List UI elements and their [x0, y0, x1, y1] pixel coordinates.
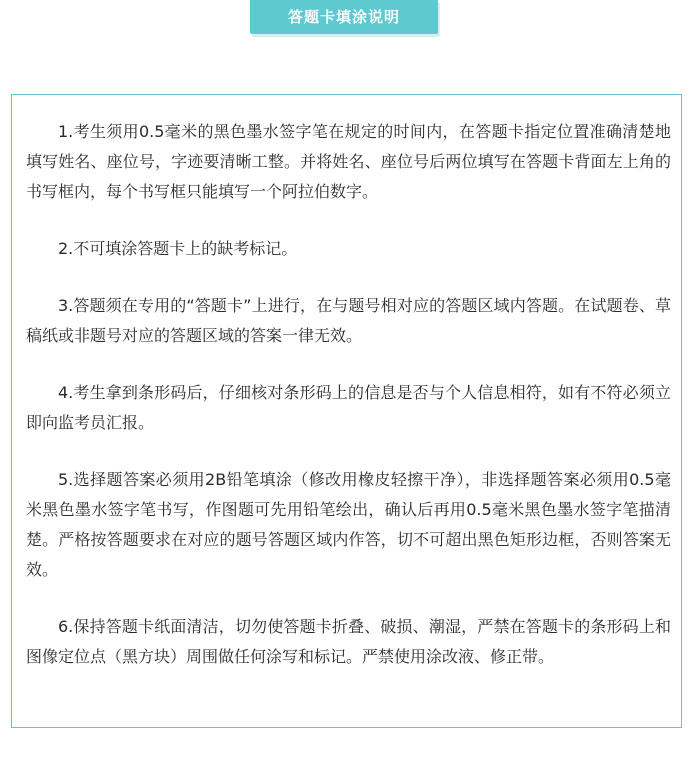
title-banner — [250, 0, 438, 34]
rule-item-3: 3.答题须在专用的“答题卡”上进行，在与题号相对应的答题区域内答题。在试题卷、草稿纸或非题号对应的答题区域的答案一律无效。 — [26, 296, 671, 345]
rule-item-5: 5.选择题答案必须用2B铅笔填涂（修改用橡皮轻擦干净），非选择题答案必须用0.5毫米黑色墨水签字笔书写，作图题可先用铅笔绘出，确认后再用0.5毫米黑色墨水签字笔描清楚。严格按答题要求在对应的题号答题区域内作答，切不可超出黑色矩形边框，否则答案无效。 — [26, 470, 671, 579]
instructions-panel — [11, 94, 682, 728]
rule-item-6: 6.保持答题卡纸面清洁，切勿使答题卡折叠、破损、潮湿，严禁在答题卡的条形码上和图像定位点（黑方块）周围做任何涂写和标记。严禁使用涂改液、修正带。 — [26, 617, 671, 666]
page-title: 答题卡填涂说明 — [287, 7, 400, 26]
rule-item-1: 1.考生须用0.5毫米的黑色墨水签字笔在规定的时间内，在答题卡指定位置准确清楚地填写姓名、座位号，字迹要清晰工整。并将姓名、座位号后两位填写在答题卡背面左上角的书写框内，每个书写框只能填写一个阿拉伯数字。 — [26, 122, 671, 201]
rule-item-2: 2.不可填涂答题卡上的缺考标记。 — [58, 239, 298, 258]
rule-item-4: 4.考生拿到条形码后，仔细核对条形码上的信息是否与个人信息相符，如有不符必须立即向监考员汇报。 — [26, 383, 671, 432]
